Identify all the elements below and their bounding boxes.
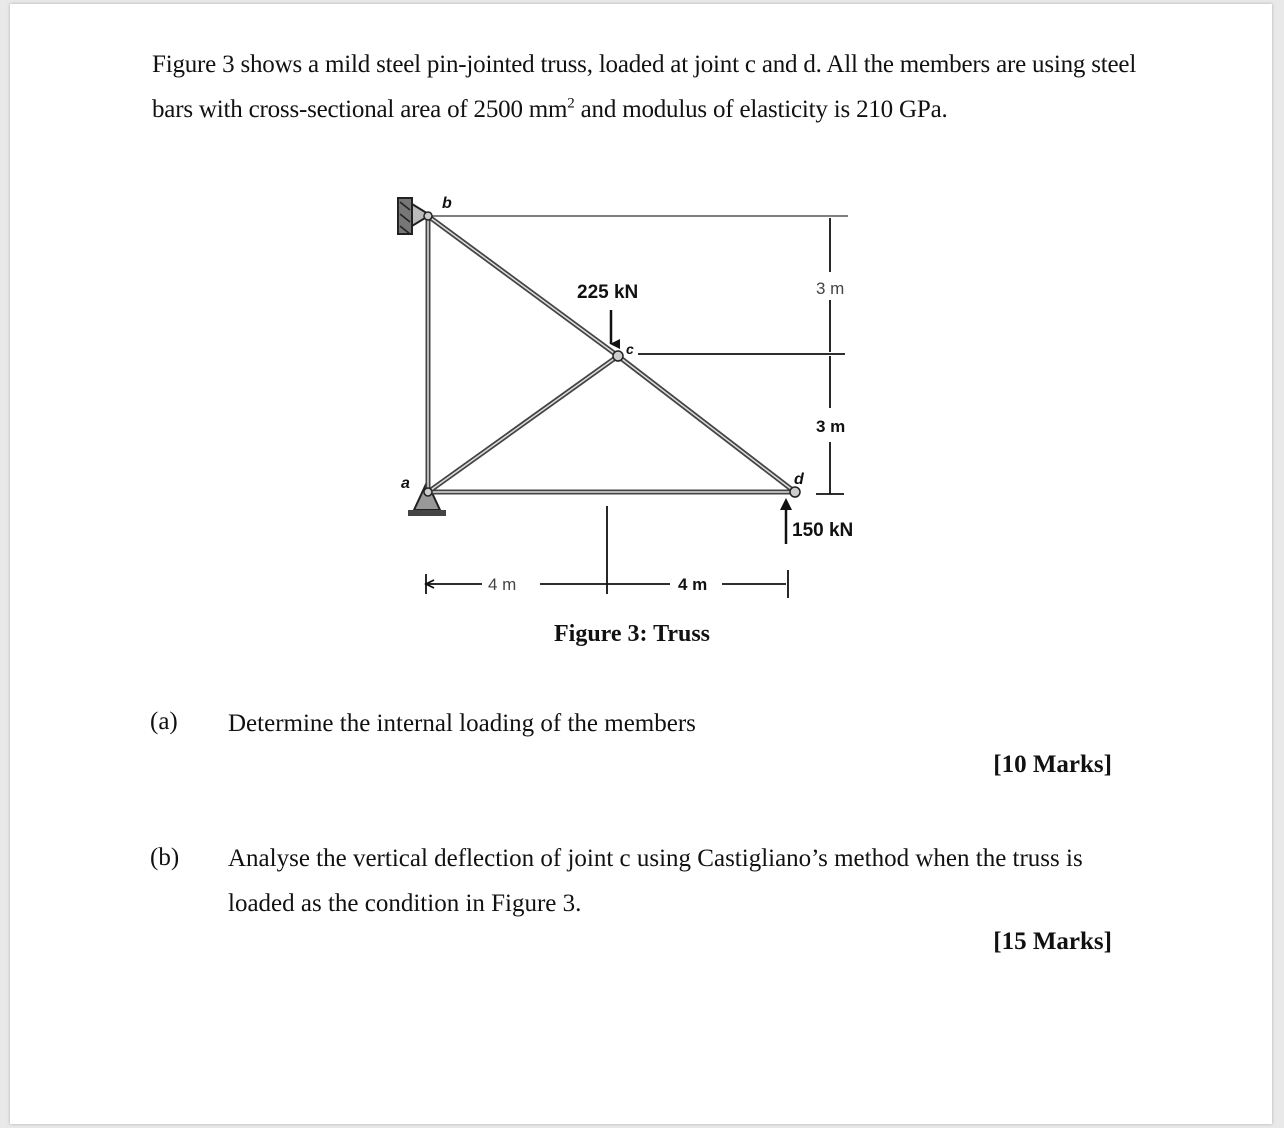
intro-superscript: 2 bbox=[567, 95, 575, 112]
joint-a bbox=[424, 488, 432, 496]
joint-label-c: c bbox=[626, 341, 634, 357]
document-page bbox=[10, 4, 1272, 1124]
load-label-d: 150 kN bbox=[792, 520, 854, 541]
horizontal-dimension bbox=[426, 506, 788, 598]
dim-label-left: 4 m bbox=[488, 575, 517, 594]
intro-text-part2: and modulus of elasticity is 210 GPa. bbox=[574, 96, 948, 123]
question-b-marks: [15 Marks] bbox=[993, 928, 1112, 955]
question-b-text: Analyse the vertical deflection of joint c using Castigliano’s method when the truss is loaded as the condition in Figure 3. bbox=[228, 845, 1083, 917]
joint-label-b: b bbox=[442, 195, 452, 212]
load-arrow-d bbox=[780, 498, 792, 544]
question-a-text: Determine the internal loading of the members bbox=[228, 710, 696, 737]
truss-figure bbox=[10, 4, 1272, 704]
question-b-label: (b) bbox=[150, 844, 180, 871]
intro-text-part1: Figure 3 shows a mild steel pin-jointed truss, loaded at joint c and d. All the members are using steel bars with cross-sectional area of 2500 mm bbox=[152, 51, 1137, 123]
joint-label-d: d bbox=[794, 471, 804, 488]
load-label-c: 225 kN bbox=[577, 282, 639, 303]
question-a-marks: [10 Marks] bbox=[993, 751, 1112, 778]
joint-label-a: a bbox=[401, 475, 410, 492]
joint-b bbox=[424, 212, 432, 220]
joint-c bbox=[613, 351, 623, 361]
joint-d bbox=[790, 487, 800, 497]
dim-label-right: 4 m bbox=[678, 575, 708, 594]
figure-caption: Figure 3: Truss bbox=[553, 621, 710, 647]
question-a-label: (a) bbox=[150, 708, 178, 735]
dim-label-bottom: 3 m bbox=[816, 417, 846, 436]
dim-label-top: 3 m bbox=[816, 279, 845, 298]
